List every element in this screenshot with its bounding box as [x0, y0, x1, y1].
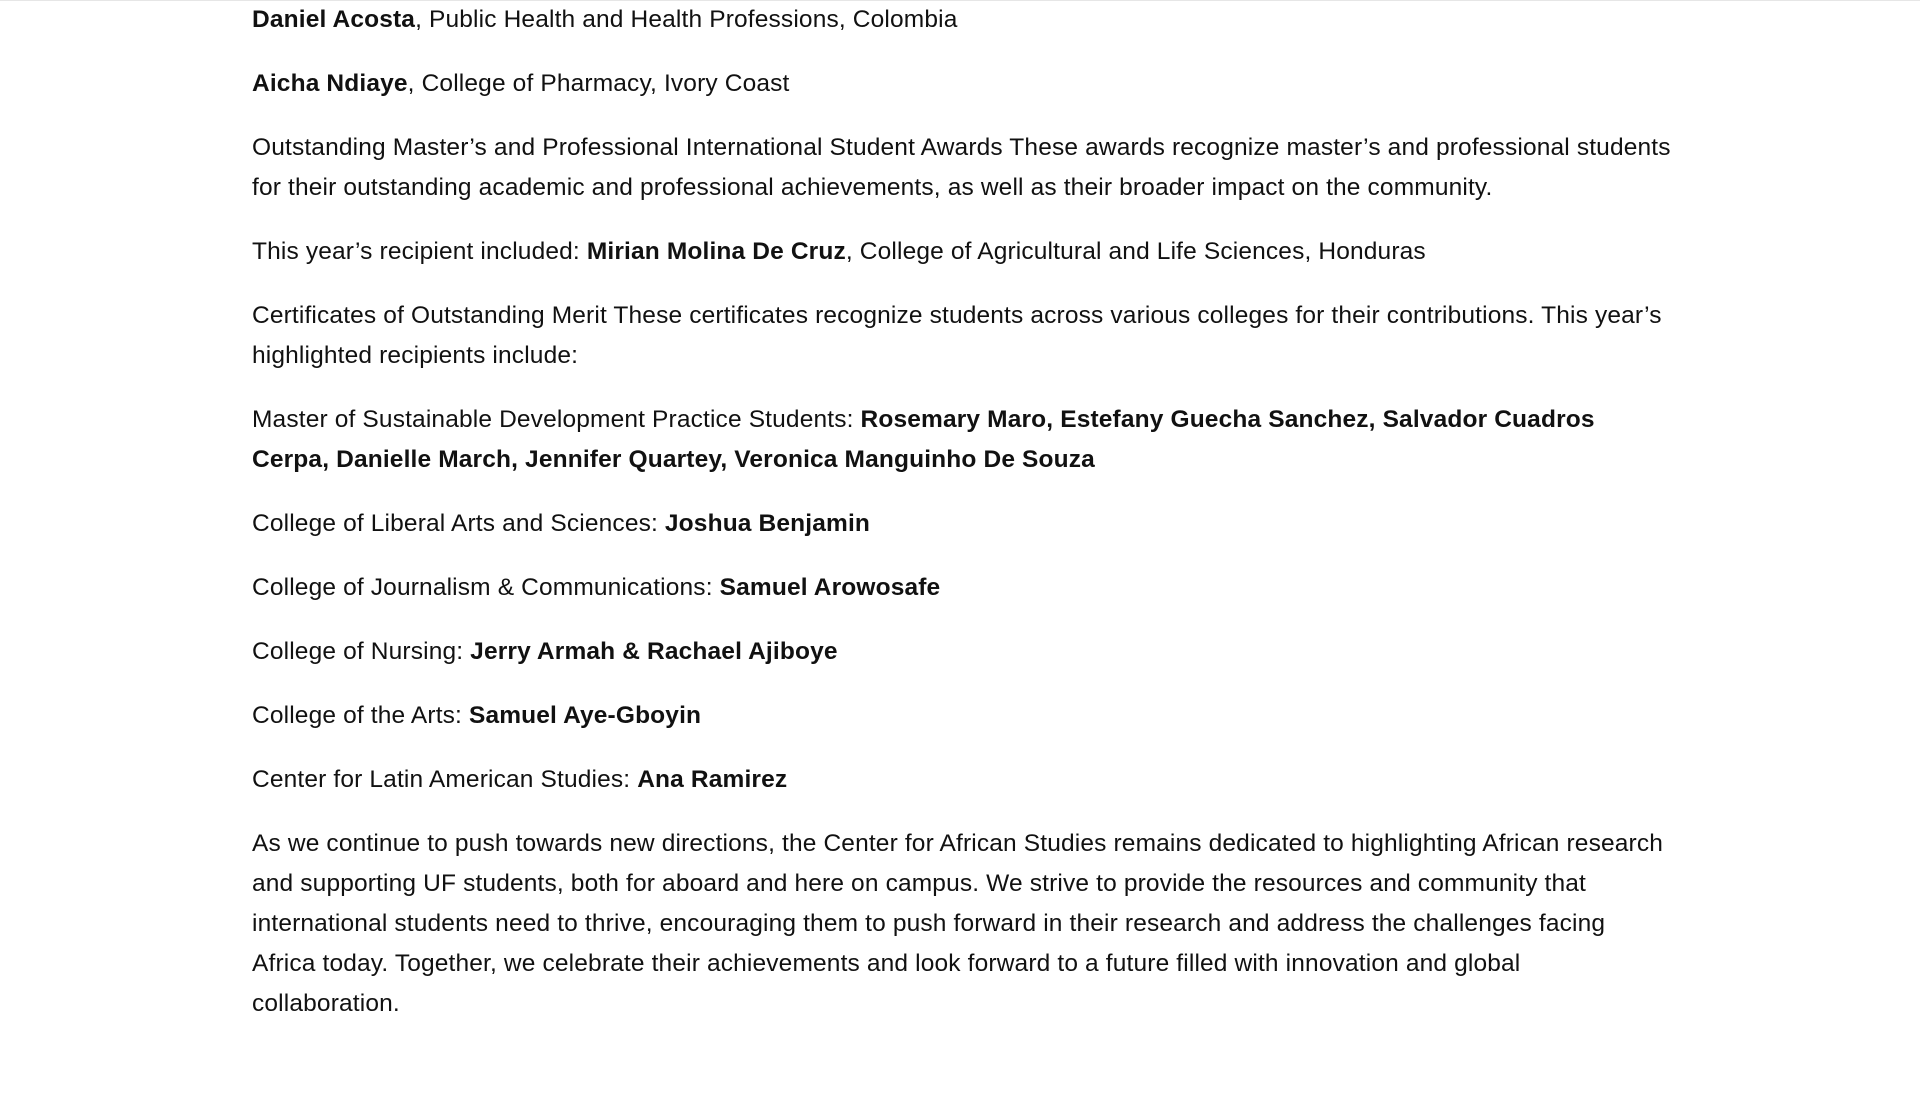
merit-nursing [252, 632, 1672, 672]
recipient-names: Rosemary Maro, Estefany Guecha Sanchez, Salvador Cuadros Cerpa, Danielle March, Jennifer Quartey, Veronica Manguinho De Souza [252, 406, 1595, 473]
recipient-lead: This year’s recipient included: [252, 238, 587, 265]
recipient-names: Samuel Arowosafe [719, 574, 941, 601]
program-label: Master of Sustainable Development Practice Students: [252, 406, 861, 433]
masters-awards-description: Outstanding Master’s and Professional International Student Awards These awards recognize master’s and professional students for their outstanding academic and professional achievements, as well as their broader impact on the community. [252, 134, 1671, 201]
recipient-name: Daniel Acosta [252, 6, 416, 33]
program-label: College of Liberal Arts and Sciences: [252, 510, 665, 537]
recipient-names: Ana Ramirez [637, 766, 788, 793]
merit-arts [252, 696, 1672, 736]
program-label: Center for Latin American Studies: [252, 766, 638, 793]
program-label: College of Nursing: [252, 638, 471, 665]
merit-latin-american-studies [252, 760, 1672, 800]
masters-award-recipient [252, 232, 1672, 272]
merit-journalism [252, 568, 1672, 608]
recipient-daniel-acosta [252, 0, 1672, 40]
recipient-aicha-ndiaye [252, 64, 1672, 104]
merit-sustainable-development [252, 400, 1672, 480]
recipient-details: , Public Health and Health Professions, Colombia [415, 6, 958, 33]
recipient-name: Mirian Molina De Cruz [586, 238, 846, 265]
article-body [252, 0, 1672, 1048]
recipient-names: Samuel Aye-Gboyin [468, 702, 702, 729]
merit-liberal-arts [252, 504, 1672, 544]
program-label: College of Journalism & Communications: [252, 574, 720, 601]
closing-paragraph: As we continue to push towards new directions, the Center for African Studies remains dedicated to highlighting African research and supporting UF students, both for aboard and here on campus. We strive to provide the resources and community that international students need to thrive, encouraging them to push forward in their research and address the challenges facing Africa today. Together, we celebrate their achievements and look forward to a future filled with innovation and global collaboration. [252, 830, 1664, 1017]
recipient-details: , College of Pharmacy, Ivory Coast [407, 70, 790, 97]
program-label: College of the Arts: [252, 702, 469, 729]
recipient-names: Joshua Benjamin [664, 510, 871, 537]
merit-certificates-description: Certificates of Outstanding Merit These certificates recognize students across various colleges for their contributions. This year’s highlighted recipients include: [252, 302, 1662, 369]
recipient-name: Aicha Ndiaye [252, 70, 408, 97]
recipient-details: , College of Agricultural and Life Sciences, Honduras [845, 238, 1426, 265]
recipient-names: Jerry Armah & Rachael Ajiboye [470, 638, 838, 665]
